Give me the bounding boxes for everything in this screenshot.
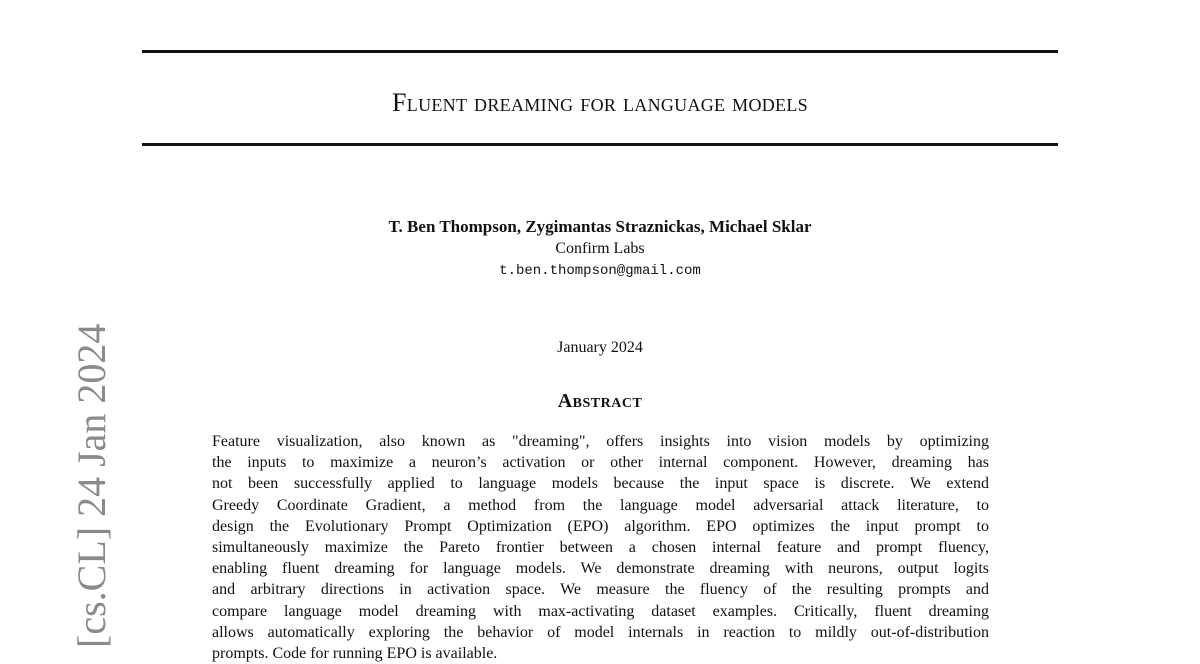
abstract-line: Greedy Coordinate Gradient, a method from the language model adversarial attack literature, to [212,496,989,514]
abstract-line: Feature visualization, also known as "dreaming", offers insights into vision models by optimizing [212,433,989,450]
abstract-line: compare language model dreaming with max-activating dataset examples. Critically, fluent dreaming [212,602,989,620]
abstract-line: allows automatically exploring the behavior of model internals in reaction to mildly out-of-distribution [212,623,989,641]
abstract-line: not been successfully applied to language models because the input space is discrete. We extend [212,475,989,493]
author-list: T. Ben Thompson, Zygimantas Straznickas, Michael Sklar [388,217,812,236]
affiliation: Confirm Labs [555,240,645,257]
arxiv-side-stamp [28,318,114,648]
arxiv-stamp-text: [cs.CL] 24 Jan 2024 [69,323,114,648]
author-email: t.ben.thompson@gmail.com [499,263,701,279]
abstract-line: design the Evolutionary Prompt Optimization (EPO) algorithm. EPO optimizes the input prompt to [212,517,989,535]
abstract-line: simultaneously maximize the Pareto frontier between a chosen internal feature and prompt fluency, [212,538,989,556]
title-rule-top [142,50,1058,53]
abstract-heading: Abstract [557,390,643,412]
paper-title: Fluent dreaming for language models [392,88,808,117]
abstract-line: enabling fluent dreaming for language models. We demonstrate dreaming with neurons, output logits [212,560,989,578]
publication-date: January 2024 [557,339,643,356]
abstract-line: the inputs to maximize a neuron’s activation or other internal component. However, dreaming has [212,454,989,472]
abstract-line-cutoff: prompts. Code for running EPO is available. [212,644,498,662]
title-rule-bottom [142,143,1058,146]
abstract-body [212,431,989,662]
abstract-line: and arbitrary directions in activation space. We measure the fluency of the resulting prompts and [212,581,989,599]
